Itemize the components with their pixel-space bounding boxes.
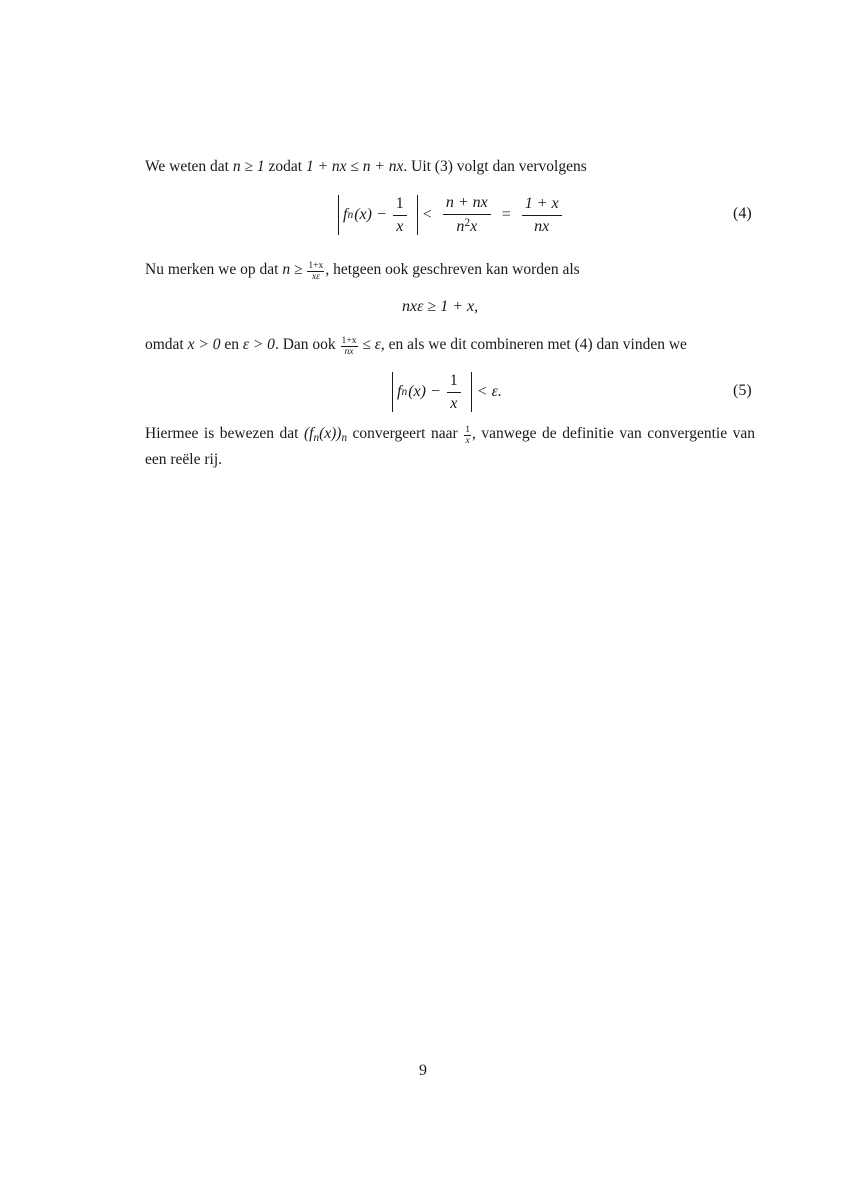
inline-fraction: $\frac{1}{x}$ — [465, 424, 470, 447]
absolute-value — [338, 195, 418, 235]
paragraph-intro — [145, 156, 755, 177]
inline-fraction: $\frac{1+x}{nx}$ — [341, 335, 357, 358]
subscript: n — [401, 386, 408, 398]
operator: < — [422, 206, 432, 223]
function-argument: (x) − — [354, 206, 387, 223]
equation-4 — [338, 193, 568, 237]
fraction: $\frac{1}{x}$ — [393, 195, 407, 235]
equation-number: (4) — [733, 205, 752, 222]
text: Hiermee is bewezen dat — [145, 425, 305, 442]
inline-fraction: $\frac{1+x}{x\varepsilon}$ — [308, 260, 324, 283]
subscript: n — [347, 209, 354, 221]
page-number: 9 — [419, 1062, 427, 1079]
text: convergeert naar — [347, 425, 464, 442]
fraction: $\frac{1}{x}$ — [447, 372, 461, 412]
equation-5 — [392, 370, 507, 414]
math-inline: (f — [304, 425, 314, 442]
operator: = — [501, 206, 511, 223]
fraction: $\frac{1 + x}{nx}$ — [522, 195, 562, 235]
math-inline: n ≥ 1 — [232, 158, 265, 175]
function-symbol: f — [397, 383, 402, 400]
subscript: n — [341, 432, 348, 445]
math-inline: ε > 0 — [242, 336, 275, 353]
denominator: $n^2x$ — [456, 216, 478, 236]
text: . Uit (3) volgt dan vervolgens — [403, 158, 587, 175]
text: We weten dat — [145, 158, 233, 175]
function-symbol: f — [343, 206, 348, 223]
text: en — [220, 336, 243, 353]
function-argument: (x) − — [408, 383, 441, 400]
math-inline: n ≥ — [282, 261, 303, 278]
text: Nu merken we op dat — [145, 261, 283, 278]
display-inequality: nxε ≥ 1 + x, — [402, 298, 479, 315]
math-inline: x > 0 — [187, 336, 221, 353]
paragraph-combination — [145, 334, 755, 357]
subscript: n — [313, 432, 320, 445]
right-hand-side: < ε. — [476, 383, 502, 400]
text: , hetgeen ook geschreven kan worden als — [325, 261, 580, 278]
paragraph-conclusion — [145, 423, 755, 470]
absolute-value — [392, 372, 472, 412]
text: , vanwege de definitie van convergentie van een reële rij. — [145, 425, 755, 469]
math-inline: ≤ ε — [362, 336, 381, 353]
text: zodat — [264, 158, 306, 175]
math-inline: 1 + nx ≤ n + nx — [305, 158, 404, 175]
paragraph-observation — [145, 259, 755, 282]
text: omdat — [145, 336, 188, 353]
math-inline: (x)) — [319, 425, 342, 442]
text: , en als we dit combineren met (4) dan vinden we — [380, 336, 687, 353]
equation-number: (5) — [733, 382, 752, 399]
text: . Dan ook — [274, 336, 340, 353]
fraction: $\frac{n + nx}{n^2x}$ — [443, 194, 491, 235]
